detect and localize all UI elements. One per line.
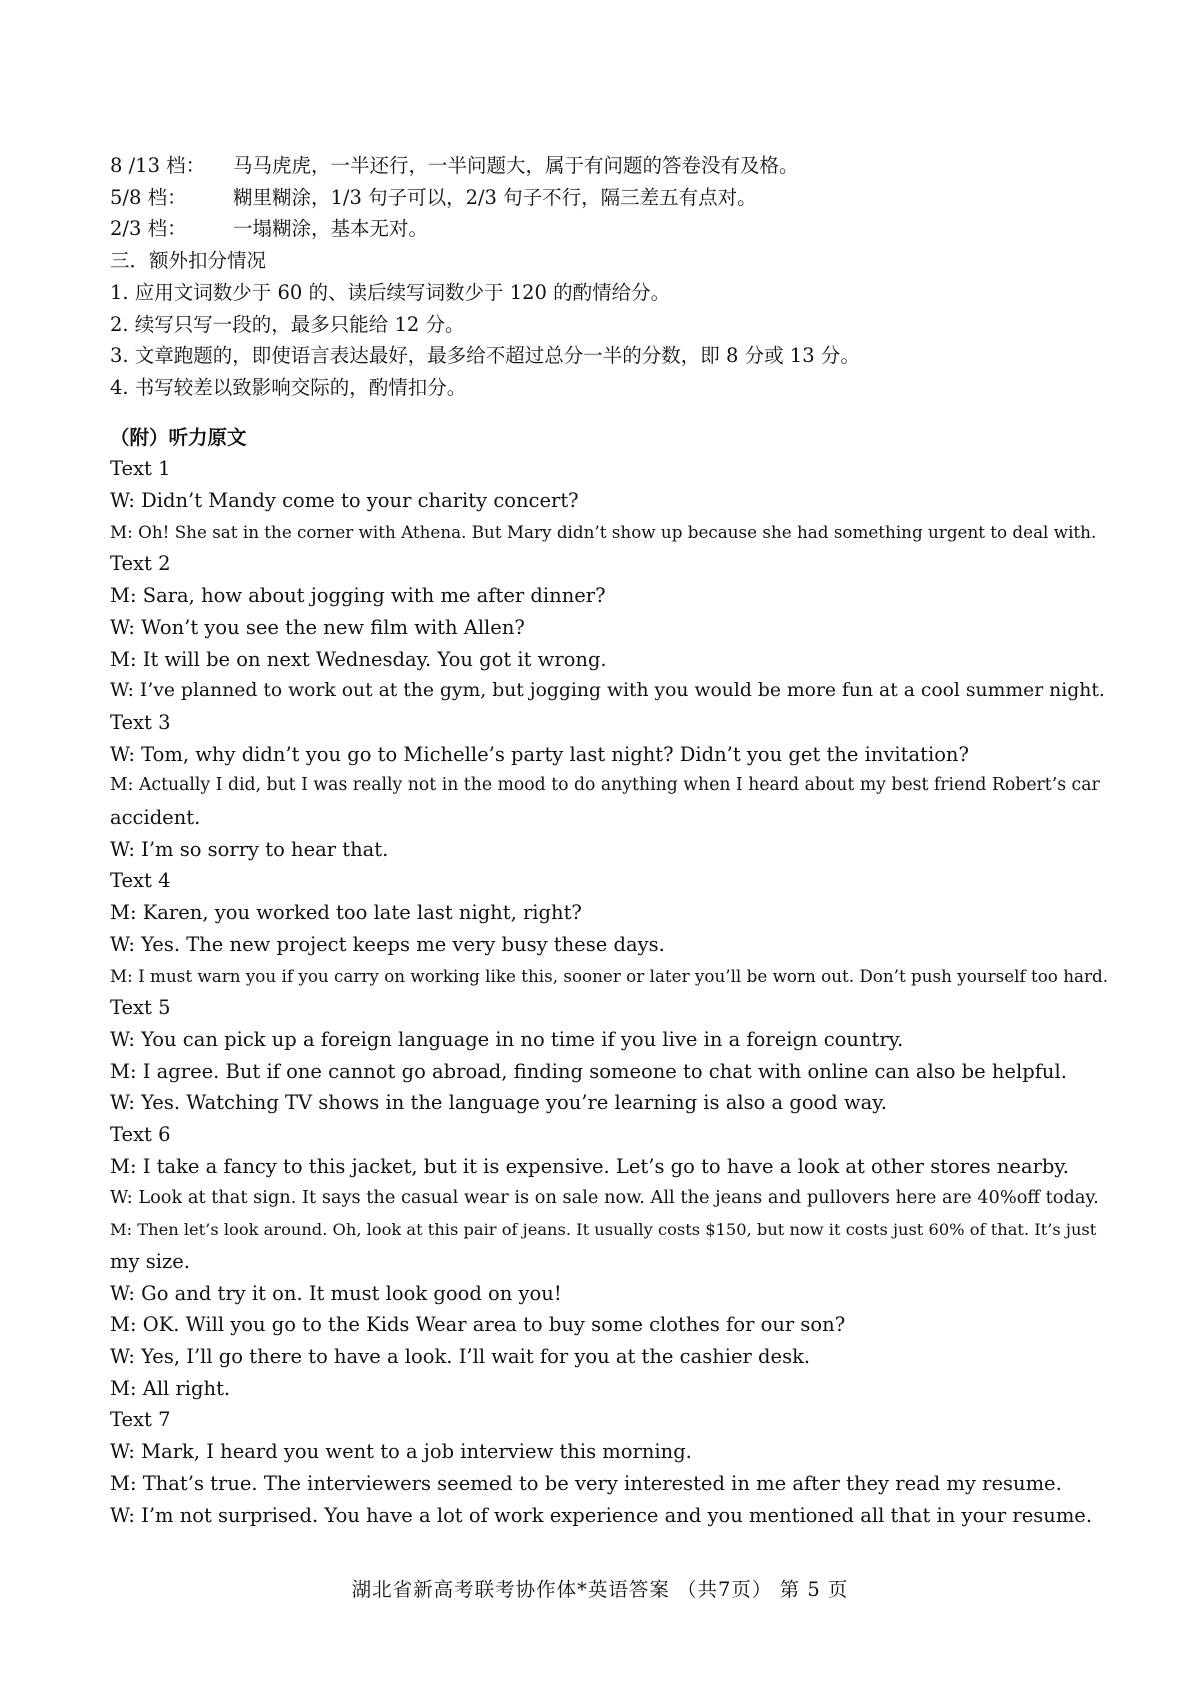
transcript-line: Text 4: [110, 869, 171, 893]
deduction-item: 2. 续写只写一段的，最多只能给 12 分。: [110, 312, 465, 336]
transcript-line: W: Mark, I heard you went to a job interview this morning.: [110, 1440, 692, 1464]
transcript-line: W: I’m not surprised. You have a lot of work experience and you mentioned all that in your resume.: [110, 1503, 1093, 1527]
transcript-line: M: All right.: [110, 1376, 231, 1400]
transcript-line: M: OK. Will you go to the Kids Wear area to buy some clothes for our son?: [110, 1313, 846, 1337]
deductions-title: 三．额外扣分情况: [110, 249, 267, 273]
transcript-line: Text 7: [110, 1408, 171, 1432]
page-footer: 湖北省新高考联考协作体*英语答案 （共7页） 第 5 页: [351, 1578, 849, 1601]
transcript-line: W: Yes. The new project keeps me very busy these days.: [110, 932, 665, 956]
transcript-line: Text 1: [110, 457, 171, 481]
transcript-line: M: Sara, how about jogging with me after dinner?: [110, 584, 606, 608]
transcript-line: Text 2: [110, 552, 171, 576]
transcript-line: W: Yes, I’ll go there to have a look. I’ll wait for you at the cashier desk.: [110, 1345, 811, 1369]
grade-label: 5/8 档：: [110, 185, 187, 209]
grade-label: 2/3 档：: [110, 217, 187, 241]
transcript-line: M: That’s true. The interviewers seemed to be very interested in me after they read my resume.: [110, 1471, 1062, 1495]
grade-row: [110, 182, 1110, 214]
transcript-line: M: Karen, you worked too late last night, right?: [110, 901, 582, 925]
transcript-line: W: Look at that sign. It says the casual wear is on sale now. All the jeans and pullovers here are 40%off today.: [110, 1187, 1099, 1208]
page-content: [110, 150, 1110, 1531]
transcript-line: W: Won’t you see the new film with Allen?: [110, 615, 525, 639]
grade-row: [110, 213, 1110, 245]
transcript-line: M: Then let’s look around. Oh, look at this pair of jeans. It usually costs $150, but now it costs just 60% of that. It’s just: [110, 1220, 1097, 1240]
transcript-line: W: Tom, why didn’t you go to Michelle’s party last night? Didn’t you get the invitation?: [110, 742, 969, 766]
transcript-line: M: I agree. But if one cannot go abroad, finding someone to chat with online can also be helpful.: [110, 1059, 1067, 1083]
section-spacer: [110, 404, 1110, 422]
transcript-line: Text 3: [110, 710, 171, 734]
transcript-line: W: You can pick up a foreign language in no time if you live in a foreign country.: [110, 1027, 904, 1051]
transcript-line: W: Yes. Watching TV shows in the language you’re learning is also a good way.: [110, 1091, 887, 1115]
transcript-line: accident.: [110, 806, 201, 830]
transcript-line: Text 5: [110, 996, 171, 1020]
transcript-line: Text 6: [110, 1123, 171, 1147]
transcript-line: M: It will be on next Wednesday. You got it wrong.: [110, 647, 607, 671]
grade-label: 8 /13 档：: [110, 154, 206, 177]
transcript-line: M: Actually I did, but I was really not in the mood to do anything when I heard about my best friend Robert’s car: [110, 775, 1100, 796]
transcript-line: my size.: [110, 1249, 190, 1273]
deduction-item: 3. 文章跑题的，即使语言表达最好，最多给不超过总分一半的分数，即 8 分或 13 分。: [110, 344, 860, 368]
deduction-item: 1. 应用文词数少于 60 的、读后续写词数少于 120 的酌情给分。: [110, 280, 671, 304]
transcript-line: W: I’m so sorry to hear that.: [110, 837, 389, 861]
transcript-line: W: Go and try it on. It must look good on you!: [110, 1281, 562, 1305]
grade-description: 马马虎虎，一半还行，一半问题大，属于有问题的答卷没有及格。: [233, 154, 799, 177]
transcript-line: W: Didn’t Mandy come to your charity concert?: [110, 489, 579, 513]
grade-description: 一塌糊涂，基本无对。: [233, 217, 429, 241]
listening-heading: （附）听力原文: [110, 425, 247, 449]
grade-description: 糊里糊涂，1/3 句子可以，2/3 句子不行，隔三差五有点对。: [233, 185, 757, 209]
transcript-line: W: I’ve planned to work out at the gym, but jogging with you would be more fun at a cool summer night.: [110, 680, 1105, 702]
transcript-line: M: I must warn you if you carry on working like this, sooner or later you’ll be worn out. Don’t push yourself too hard.: [110, 965, 1109, 986]
listening-transcript: [110, 453, 1110, 1531]
grade-row: [110, 150, 1110, 182]
transcript-line: M: Oh! She sat in the corner with Athena. But Mary didn’t show up because she had something urgent to deal with.: [110, 521, 1097, 542]
deduction-item: 4. 书写较差以致影响交际的，酌情扣分。: [110, 375, 467, 399]
transcript-line: M: I take a fancy to this jacket, but it is expensive. Let’s go to have a look at other stores nearby.: [110, 1154, 1069, 1178]
